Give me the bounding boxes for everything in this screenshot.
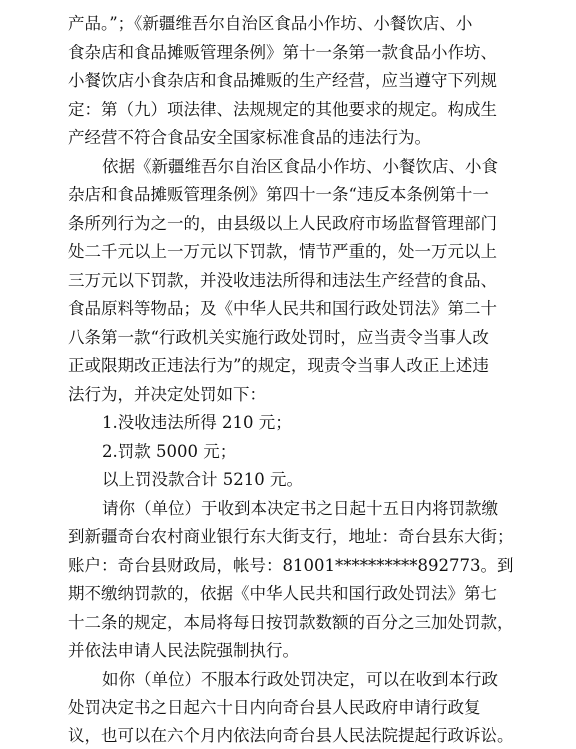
text-line: 产经营不符合食品安全国家标准食品的违法行为。 [68, 128, 431, 147]
text-line: 2.罚款 5000 元； [102, 442, 237, 461]
text-line: 条所列行为之一的，由县级以上人民政府市场监督管理部门 [68, 214, 497, 233]
text-line: 十二条的规定，本局将每日按罚款数额的百分之三加处罚款， [68, 613, 514, 632]
text-line: 议，也可以在六个月内依法向奇台县人民法院提起行政诉讼。 [68, 726, 514, 745]
text-line: 如你（单位）不服本行政处罚决定，可以在收到本行政 [102, 670, 498, 689]
text-line: 正或限期改正违法行为”的规定，现责令当事人改正上述违 [68, 356, 489, 375]
text-line: 食杂店和食品摊贩管理条例》第十一条第一款食品小作坊、 [68, 43, 497, 62]
text-line: 请你（单位）于收到本决定书之日起十五日内将罚款缴 [102, 499, 498, 518]
text-line: 并依法申请人民法院强制执行。 [68, 641, 299, 660]
text-line: 依据《新疆维吾尔自治区食品小作坊、小餐饮店、小食 [102, 157, 498, 176]
text-line: 法行为，并决定处罚如下： [68, 385, 266, 404]
text-line: 账户：奇台县财政局，帐号：81001**********892773。到 [68, 556, 514, 575]
text-line: 到新疆奇台农村商业银行东大街支行，地址：奇台县东大街； [68, 527, 514, 546]
text-line: 以上罚没款合计 5210 元。 [102, 470, 303, 489]
text-line: 八条第一款“行政机关实施行政处罚时，应当责令当事人改 [68, 328, 489, 347]
text-line: 处罚决定书之日起六十日内向奇台县人民政府申请行政复 [68, 698, 481, 717]
text-line: 1.没收违法所得 210 元； [102, 413, 292, 432]
text-line: 杂店和食品摊贩管理条例》第四十一条“违反本条例第十一 [68, 185, 489, 204]
text-line: 期不缴纳罚款的，依据《中华人民共和国行政处罚法》第七 [68, 584, 497, 603]
text-line: 产品。”；《新疆维吾尔自治区食品小作坊、小餐饮店、小 [68, 14, 473, 33]
text-line: 小餐饮店小食杂店和食品摊贩的生产经营，应当遵守下列规 [68, 71, 497, 90]
text-line: 定：第（九）项法律、法规规定的其他要求的规定。构成生 [68, 100, 497, 119]
text-line: 处二千元以上一万元以下罚款，情节严重的，处一万元以上 [68, 242, 497, 261]
text-line: 食品原料等物品；及《中华人民共和国行政处罚法》第二十 [68, 299, 497, 318]
text-line: 三万元以下罚款，并没收违法所得和违法生产经营的食品、 [68, 271, 497, 290]
